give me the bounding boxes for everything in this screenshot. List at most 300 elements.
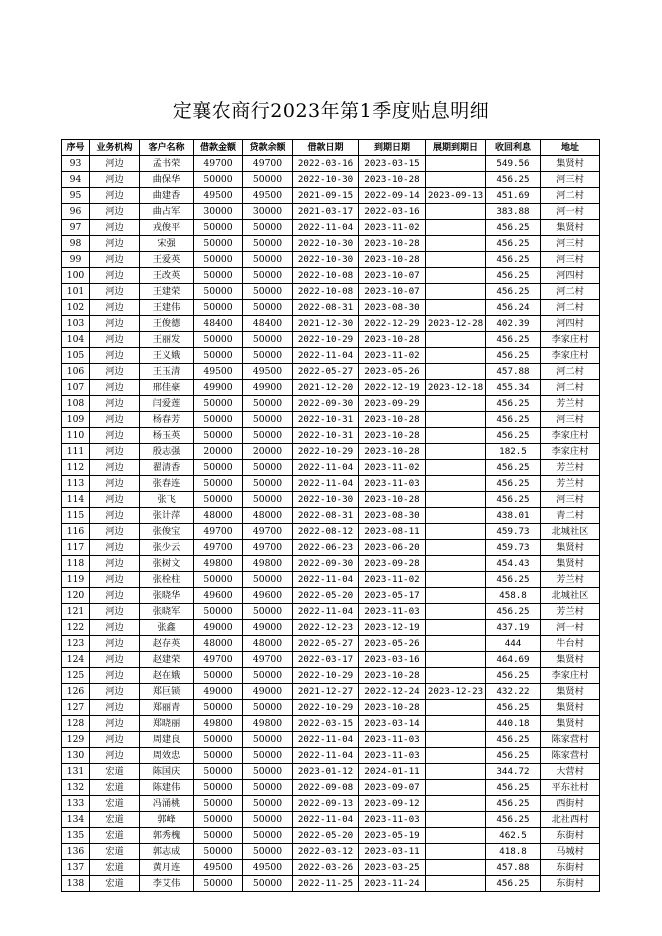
cell-interest: 454.43 [486,556,541,572]
cell-index: 104 [62,332,90,348]
cell-balance: 49600 [243,588,293,604]
cell-address: 集贤村 [541,556,600,572]
cell-interest: 456.25 [486,268,541,284]
cell-customer: 宋强 [140,236,194,252]
cell-loan-amount: 48400 [194,316,243,332]
cell-interest: 344.72 [486,764,541,780]
cell-interest: 455.34 [486,380,541,396]
cell-interest: 459.73 [486,540,541,556]
cell-extended-due [426,844,486,860]
cell-loan-amount: 50000 [194,764,243,780]
table-row [62,620,600,636]
cell-branch: 河边 [90,588,140,604]
cell-customer: 邢佳豪 [140,380,194,396]
table-row [62,748,600,764]
cell-customer: 冯涌桃 [140,796,194,812]
cell-branch: 河边 [90,636,140,652]
cell-customer: 杨玉英 [140,428,194,444]
cell-balance: 50000 [243,220,293,236]
cell-address: 牛台村 [541,636,600,652]
cell-balance: 50000 [243,492,293,508]
table-row [62,396,600,412]
cell-branch: 河边 [90,700,140,716]
cell-branch: 河边 [90,172,140,188]
cell-loan-amount: 49000 [194,684,243,700]
cell-branch: 河边 [90,348,140,364]
table-row [62,428,600,444]
cell-loan-date: 2022-08-12 [293,524,359,540]
cell-branch: 河边 [90,300,140,316]
cell-extended-due [426,828,486,844]
cell-interest: 457.88 [486,860,541,876]
cell-interest: 462.5 [486,828,541,844]
cell-index: 103 [62,316,90,332]
cell-interest: 456.25 [486,460,541,476]
cell-loan-amount: 49700 [194,156,243,172]
cell-due-date: 2023-11-03 [359,604,426,620]
cell-loan-date: 2022-10-30 [293,236,359,252]
cell-loan-date: 2022-11-04 [293,748,359,764]
cell-loan-amount: 50000 [194,348,243,364]
cell-due-date: 2023-10-28 [359,444,426,460]
cell-branch: 河边 [90,220,140,236]
cell-loan-date: 2022-05-27 [293,636,359,652]
cell-index: 109 [62,412,90,428]
table-row [62,284,600,300]
cell-loan-amount: 49600 [194,588,243,604]
cell-interest: 457.88 [486,364,541,380]
cell-loan-date: 2022-09-13 [293,796,359,812]
cell-address: 李家庄村 [541,348,600,364]
cell-loan-amount: 20000 [194,444,243,460]
cell-interest: 456.25 [486,604,541,620]
cell-loan-amount: 50000 [194,828,243,844]
cell-due-date: 2023-10-28 [359,700,426,716]
cell-due-date: 2023-10-07 [359,284,426,300]
cell-address: 青二村 [541,508,600,524]
cell-address: 集贤村 [541,652,600,668]
cell-index: 135 [62,828,90,844]
table-row [62,332,600,348]
cell-address: 河四村 [541,268,600,284]
cell-interest: 402.39 [486,316,541,332]
cell-address: 河二村 [541,380,600,396]
cell-loan-date: 2022-10-30 [293,252,359,268]
cell-extended-due [426,748,486,764]
cell-branch: 河边 [90,412,140,428]
cell-extended-due [426,508,486,524]
cell-index: 114 [62,492,90,508]
cell-extended-due [426,492,486,508]
cell-branch: 河边 [90,652,140,668]
cell-loan-amount: 50000 [194,236,243,252]
cell-interest: 456.25 [486,700,541,716]
cell-interest: 432.22 [486,684,541,700]
cell-address: 集贤村 [541,156,600,172]
cell-customer: 周建良 [140,732,194,748]
cell-loan-amount: 50000 [194,172,243,188]
cell-balance: 49500 [243,364,293,380]
cell-balance: 30000 [243,204,293,220]
cell-address: 河二村 [541,364,600,380]
cell-extended-due [426,524,486,540]
cell-interest: 456.25 [486,220,541,236]
cell-interest: 456.25 [486,812,541,828]
cell-address: 集贤村 [541,540,600,556]
cell-address: 河三村 [541,492,600,508]
cell-loan-amount: 30000 [194,204,243,220]
cell-customer: 戎俊平 [140,220,194,236]
cell-index: 131 [62,764,90,780]
cell-extended-due [426,348,486,364]
cell-index: 116 [62,524,90,540]
cell-customer: 张鑫 [140,620,194,636]
cell-loan-date: 2022-03-26 [293,860,359,876]
cell-address: 李家庄村 [541,668,600,684]
subsidy-table [61,139,600,892]
cell-loan-amount: 50000 [194,220,243,236]
cell-extended-due [426,764,486,780]
table-row [62,300,600,316]
cell-branch: 宏道 [90,860,140,876]
cell-index: 122 [62,620,90,636]
cell-customer: 孟书荣 [140,156,194,172]
table-row [62,844,600,860]
cell-balance: 49000 [243,620,293,636]
cell-due-date: 2023-10-28 [359,668,426,684]
cell-due-date: 2022-03-16 [359,204,426,220]
cell-address: 西街村 [541,796,600,812]
cell-branch: 河边 [90,332,140,348]
cell-extended-due [426,156,486,172]
cell-branch: 河边 [90,156,140,172]
cell-interest: 458.8 [486,588,541,604]
table-row [62,716,600,732]
cell-index: 111 [62,444,90,460]
cell-interest: 456.25 [486,332,541,348]
cell-interest: 456.25 [486,396,541,412]
table-row [62,156,600,172]
cell-loan-amount: 50000 [194,300,243,316]
cell-loan-date: 2022-09-08 [293,780,359,796]
cell-customer: 黄月连 [140,860,194,876]
cell-customer: 翟清香 [140,460,194,476]
table-row [62,268,600,284]
cell-address: 芳兰村 [541,604,600,620]
cell-due-date: 2023-06-20 [359,540,426,556]
cell-address: 芳兰村 [541,572,600,588]
cell-interest: 456.25 [486,348,541,364]
cell-balance: 50000 [243,284,293,300]
cell-branch: 河边 [90,380,140,396]
cell-extended-due [426,636,486,652]
cell-balance: 50000 [243,748,293,764]
cell-customer: 张俊宝 [140,524,194,540]
cell-address: 芳兰村 [541,396,600,412]
cell-loan-date: 2022-08-31 [293,300,359,316]
table-row [62,460,600,476]
cell-due-date: 2023-09-07 [359,780,426,796]
cell-interest: 456.25 [486,748,541,764]
cell-due-date: 2023-10-28 [359,492,426,508]
cell-extended-due [426,604,486,620]
cell-balance: 50000 [243,396,293,412]
cell-branch: 河边 [90,620,140,636]
cell-loan-date: 2022-05-27 [293,364,359,380]
cell-extended-due [426,300,486,316]
cell-extended-due [426,588,486,604]
cell-address: 北社西村 [541,812,600,828]
cell-loan-amount: 49700 [194,540,243,556]
cell-index: 118 [62,556,90,572]
cell-due-date: 2023-11-03 [359,812,426,828]
cell-loan-date: 2022-10-31 [293,412,359,428]
cell-branch: 河边 [90,428,140,444]
cell-interest: 437.19 [486,620,541,636]
cell-extended-due [426,716,486,732]
cell-branch: 河边 [90,476,140,492]
cell-loan-date: 2022-11-25 [293,876,359,892]
cell-loan-date: 2022-05-20 [293,588,359,604]
cell-address: 马城村 [541,844,600,860]
cell-due-date: 2023-08-30 [359,508,426,524]
cell-interest: 456.25 [486,780,541,796]
cell-branch: 河边 [90,524,140,540]
cell-branch: 宏道 [90,844,140,860]
table-row [62,684,600,700]
table-row [62,204,600,220]
cell-interest: 464.69 [486,652,541,668]
cell-address: 北城社区 [541,588,600,604]
page-title: 定襄农商行2023年第1季度贴息明细 [172,100,490,122]
table-row [62,588,600,604]
table-row [62,700,600,716]
table-row [62,476,600,492]
cell-branch: 河边 [90,252,140,268]
col-header-loan-date: 借款日期 [293,140,359,156]
cell-customer: 陈建伟 [140,780,194,796]
cell-customer: 杨春芳 [140,412,194,428]
cell-due-date: 2023-11-03 [359,748,426,764]
cell-loan-amount: 49900 [194,380,243,396]
cell-due-date: 2023-03-15 [359,156,426,172]
cell-interest: 456.25 [486,796,541,812]
cell-extended-due [426,284,486,300]
cell-extended-due: 2023-12-28 [426,316,486,332]
cell-loan-date: 2022-11-04 [293,732,359,748]
table-row [62,572,600,588]
cell-loan-date: 2022-10-29 [293,444,359,460]
cell-loan-date: 2022-11-04 [293,460,359,476]
cell-loan-amount: 50000 [194,732,243,748]
cell-due-date: 2023-10-28 [359,172,426,188]
cell-extended-due [426,796,486,812]
cell-index: 113 [62,476,90,492]
cell-loan-amount: 50000 [194,268,243,284]
table-row [62,492,600,508]
cell-interest: 456.25 [486,412,541,428]
col-header-extended-due: 展期到期日 [426,140,486,156]
table-row [62,652,600,668]
col-header-balance: 贷款余额 [243,140,293,156]
cell-customer: 王义娥 [140,348,194,364]
cell-due-date: 2023-11-02 [359,460,426,476]
cell-address: 河三村 [541,412,600,428]
cell-index: 101 [62,284,90,300]
cell-extended-due [426,428,486,444]
cell-loan-amount: 50000 [194,476,243,492]
table-row [62,604,600,620]
cell-customer: 郑晓丽 [140,716,194,732]
cell-extended-due [426,236,486,252]
cell-balance: 50000 [243,700,293,716]
cell-customer: 王建伟 [140,300,194,316]
table-row [62,316,600,332]
cell-loan-date: 2022-03-17 [293,652,359,668]
cell-balance: 49000 [243,684,293,700]
cell-index: 121 [62,604,90,620]
cell-address: 陈家营村 [541,732,600,748]
cell-loan-amount: 48000 [194,508,243,524]
cell-extended-due [426,444,486,460]
cell-loan-amount: 50000 [194,332,243,348]
cell-loan-amount: 50000 [194,572,243,588]
cell-index: 97 [62,220,90,236]
cell-loan-date: 2022-11-04 [293,812,359,828]
cell-due-date: 2023-11-02 [359,348,426,364]
cell-customer: 郭秀槐 [140,828,194,844]
cell-extended-due [426,364,486,380]
col-header-address: 地址 [541,140,600,156]
cell-customer: 王建荣 [140,284,194,300]
cell-customer: 赵在娥 [140,668,194,684]
cell-index: 125 [62,668,90,684]
cell-loan-date: 2022-10-31 [293,428,359,444]
cell-balance: 50000 [243,460,293,476]
table-row [62,876,600,892]
cell-interest: 456.25 [486,876,541,892]
cell-loan-amount: 50000 [194,876,243,892]
cell-address: 东街村 [541,860,600,876]
table-row [62,828,600,844]
cell-due-date: 2023-11-02 [359,220,426,236]
cell-interest: 456.25 [486,492,541,508]
cell-balance: 20000 [243,444,293,460]
cell-address: 河三村 [541,172,600,188]
cell-balance: 49800 [243,556,293,572]
cell-branch: 河边 [90,236,140,252]
cell-extended-due [426,172,486,188]
cell-index: 96 [62,204,90,220]
cell-address: 李家庄村 [541,332,600,348]
cell-due-date: 2023-10-28 [359,412,426,428]
cell-extended-due [426,220,486,236]
cell-address: 芳兰村 [541,476,600,492]
cell-customer: 郑丽青 [140,700,194,716]
cell-interest: 456.25 [486,252,541,268]
cell-branch: 宏道 [90,796,140,812]
cell-due-date: 2022-12-29 [359,316,426,332]
cell-branch: 河边 [90,204,140,220]
cell-customer: 王改英 [140,268,194,284]
cell-loan-amount: 50000 [194,748,243,764]
header-row [62,140,600,156]
cell-loan-date: 2022-03-12 [293,844,359,860]
table-row [62,636,600,652]
cell-loan-date: 2022-10-08 [293,284,359,300]
cell-interest: 549.56 [486,156,541,172]
cell-extended-due [426,668,486,684]
cell-balance: 50000 [243,796,293,812]
cell-interest: 456.25 [486,172,541,188]
cell-balance: 49700 [243,540,293,556]
cell-index: 95 [62,188,90,204]
cell-address: 集贤村 [541,700,600,716]
cell-loan-date: 2022-10-29 [293,668,359,684]
cell-loan-date: 2022-11-04 [293,572,359,588]
cell-customer: 曲建香 [140,188,194,204]
cell-interest: 456.25 [486,572,541,588]
table-row [62,540,600,556]
cell-due-date: 2023-09-28 [359,556,426,572]
table-row [62,444,600,460]
cell-loan-date: 2022-10-30 [293,492,359,508]
cell-extended-due: 2023-09-13 [426,188,486,204]
cell-interest: 438.01 [486,508,541,524]
cell-loan-date: 2022-05-20 [293,828,359,844]
cell-balance: 49700 [243,156,293,172]
cell-interest: 456.25 [486,428,541,444]
cell-branch: 宏道 [90,764,140,780]
cell-balance: 49500 [243,188,293,204]
table-row [62,732,600,748]
cell-loan-amount: 50000 [194,492,243,508]
cell-loan-amount: 50000 [194,604,243,620]
cell-loan-date: 2022-10-30 [293,172,359,188]
cell-loan-amount: 49800 [194,716,243,732]
cell-customer: 陈国庆 [140,764,194,780]
cell-customer: 张晓军 [140,604,194,620]
cell-index: 126 [62,684,90,700]
cell-loan-amount: 50000 [194,284,243,300]
cell-extended-due [426,812,486,828]
cell-index: 137 [62,860,90,876]
cell-index: 99 [62,252,90,268]
cell-address: 河三村 [541,236,600,252]
cell-address: 集贤村 [541,220,600,236]
table-row [62,188,600,204]
table-row [62,252,600,268]
cell-due-date: 2023-08-30 [359,300,426,316]
cell-loan-amount: 49500 [194,860,243,876]
cell-due-date: 2023-10-07 [359,268,426,284]
cell-balance: 48000 [243,508,293,524]
cell-due-date: 2023-03-25 [359,860,426,876]
cell-due-date: 2023-10-28 [359,332,426,348]
cell-due-date: 2023-11-03 [359,476,426,492]
cell-address: 东街村 [541,828,600,844]
cell-index: 112 [62,460,90,476]
cell-index: 115 [62,508,90,524]
cell-extended-due [426,860,486,876]
cell-address: 李家庄村 [541,444,600,460]
cell-balance: 50000 [243,412,293,428]
cell-extended-due [426,412,486,428]
cell-customer: 王爱英 [140,252,194,268]
cell-interest: 456.25 [486,284,541,300]
cell-index: 128 [62,716,90,732]
col-header-branch: 业务机构 [90,140,140,156]
